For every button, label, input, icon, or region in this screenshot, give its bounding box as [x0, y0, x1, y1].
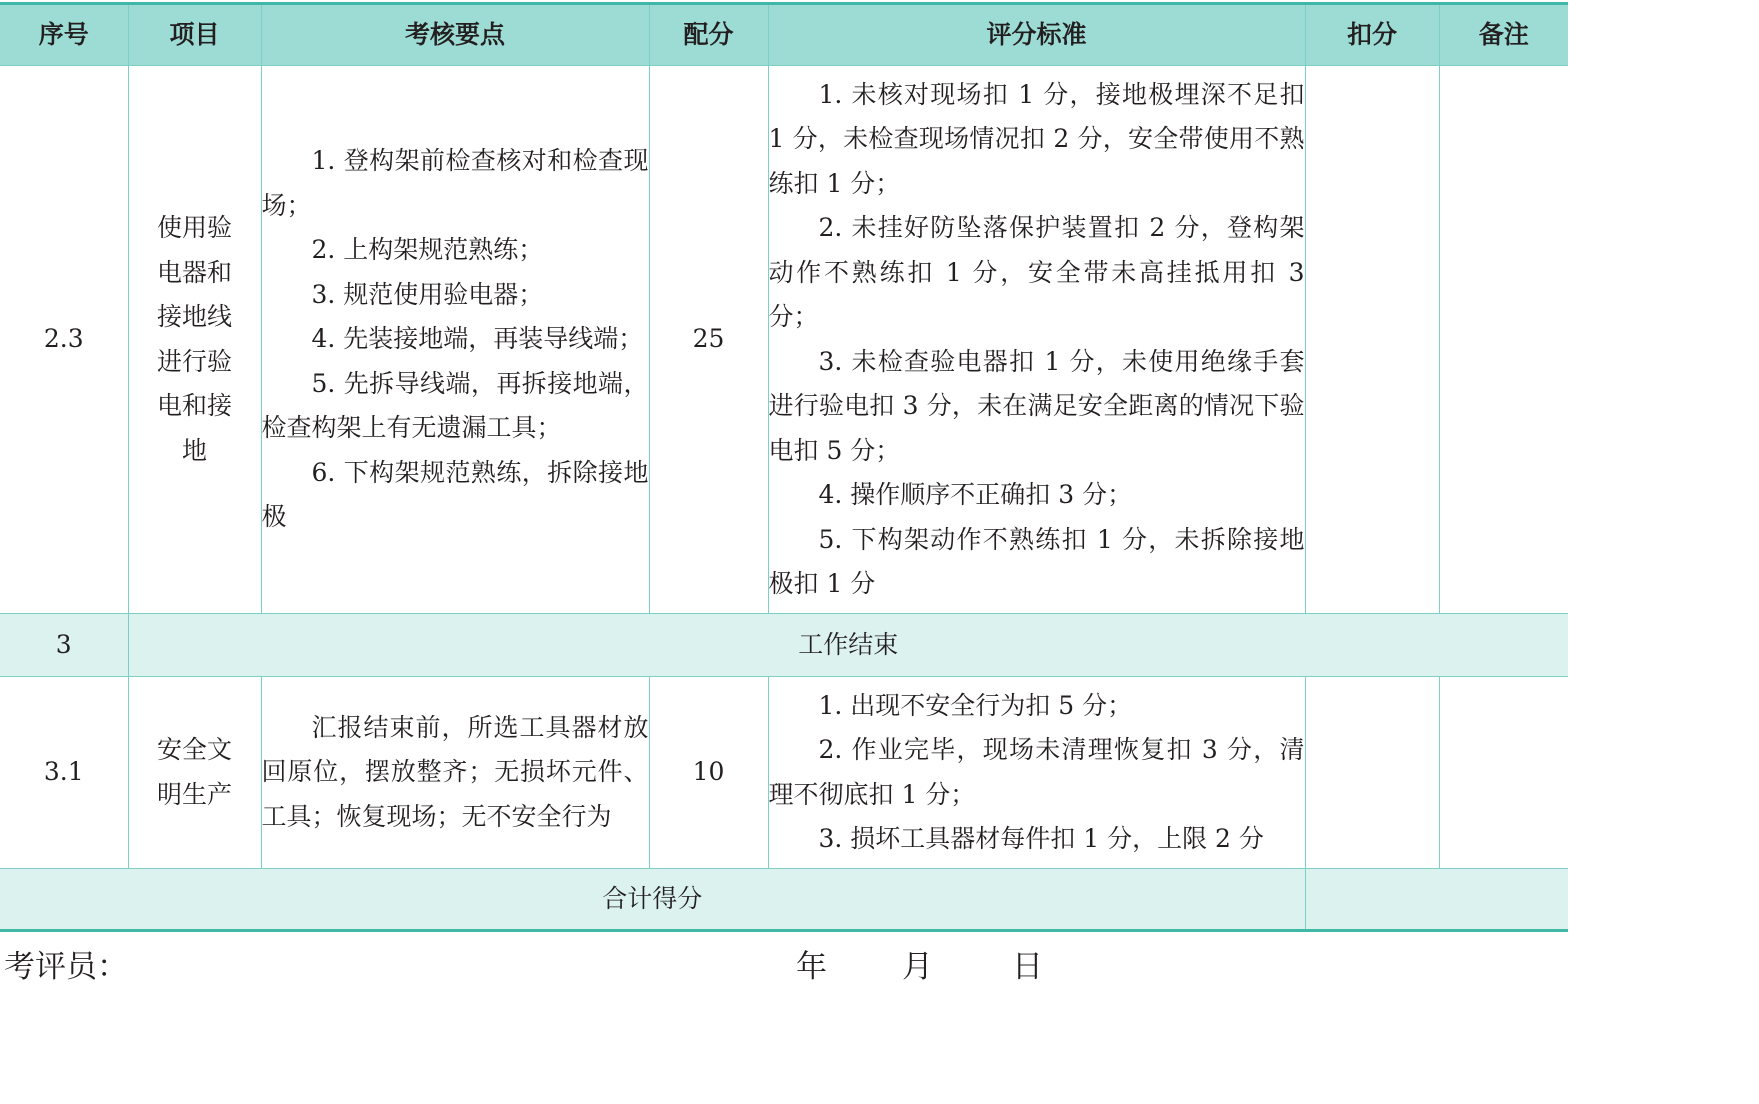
- row-score: 25: [649, 66, 768, 614]
- point-item: 1. 登构架前检查核对和检查现场；: [261, 146, 649, 220]
- table-row-2-3: [0, 66, 1568, 614]
- item-line: 接地线: [156, 302, 232, 331]
- criteria-item: 4. 操作顺序不正确扣 3 分；: [818, 480, 1133, 509]
- criteria-item: 2. 未挂好防坠落保护装置扣 2 分，登构架动作不熟练扣 1 分，安全带未高挂抵用扣 3 分；: [768, 213, 1305, 331]
- section-row-3: [0, 614, 1568, 677]
- section-title: 工作结束: [128, 614, 1568, 677]
- item-line: 安全文: [156, 735, 232, 764]
- year-label: 年: [796, 949, 827, 985]
- point-item: 5. 先拆导线端，再拆接地端，检查构架上有无遗漏工具；: [261, 368, 649, 443]
- item-line: 电器和: [156, 257, 232, 287]
- row-points: [261, 677, 649, 869]
- header-item: 项目: [128, 4, 261, 66]
- row-number: 3.1: [0, 677, 128, 869]
- item-line: 电和接: [156, 391, 232, 420]
- row-criteria: [768, 66, 1305, 614]
- item-line: 进行验: [156, 346, 232, 376]
- row-deduction-cell[interactable]: [1305, 677, 1439, 869]
- point-item: 3. 规范使用验电器；: [311, 279, 544, 309]
- month-label: 月: [902, 949, 933, 985]
- header-remarks: 备注: [1439, 4, 1568, 66]
- table-row-3-1: [0, 677, 1568, 869]
- header-points: 考核要点: [261, 4, 649, 66]
- item-line: 地: [181, 435, 207, 465]
- criteria-item: 3. 未检查验电器扣 1 分，未使用绝缘手套进行验电扣 3 分，未在满足安全距离的情况下验电扣 5 分；: [768, 346, 1305, 465]
- examiner-label: 考评员：: [4, 949, 128, 985]
- row-criteria: [768, 677, 1305, 869]
- header-number: 序号: [0, 4, 128, 66]
- row-remarks-cell[interactable]: [1439, 677, 1568, 869]
- point-item: 6. 下构架规范熟练，拆除接地极: [261, 457, 649, 532]
- row-item: [128, 66, 261, 614]
- header-score: 配分: [649, 4, 768, 66]
- signature-line: [0, 944, 1568, 990]
- criteria-item: 3. 损坏工具器材每件扣 1 分，上限 2 分: [818, 824, 1264, 853]
- header-deduction: 扣分: [1305, 4, 1439, 66]
- scoring-table: [0, 2, 1568, 932]
- header-criteria: 评分标准: [768, 4, 1305, 66]
- criteria-item: 1. 未核对现场扣 1 分，接地极埋深不足扣 1 分，未检查现场情况扣 2 分，安全带使用不熟练扣 1 分；: [768, 79, 1305, 198]
- row-remarks-cell[interactable]: [1439, 66, 1568, 614]
- row-points: [261, 66, 649, 614]
- total-label: 合计得分: [0, 869, 1305, 931]
- point-item: 汇报结束前，所选工具器材放回原位，摆放整齐；无损坏元件、工具；恢复现场；无不安全行为: [261, 712, 649, 831]
- total-row: [0, 869, 1568, 931]
- total-score-cell[interactable]: [1305, 869, 1568, 931]
- row-score: 10: [649, 677, 768, 869]
- item-line: 明生产: [156, 779, 232, 809]
- row-item: [128, 677, 261, 869]
- row-number: 2.3: [0, 66, 128, 614]
- item-line: 使用验: [156, 213, 232, 242]
- criteria-item: 2. 作业完毕，现场未清理恢复扣 3 分，清理不彻底扣 1 分；: [768, 735, 1305, 809]
- point-item: 2. 上构架规范熟练；: [311, 235, 544, 265]
- criteria-item: 5. 下构架动作不熟练扣 1 分，未拆除接地极扣 1 分: [768, 524, 1305, 598]
- day-label: 日: [1012, 949, 1043, 985]
- header-row: [0, 4, 1568, 66]
- section-number: 3: [0, 614, 128, 677]
- criteria-item: 1. 出现不安全行为扣 5 分；: [818, 690, 1133, 720]
- point-item: 4. 先装接地端，再装导线端；: [311, 324, 644, 354]
- row-deduction-cell[interactable]: [1305, 66, 1439, 614]
